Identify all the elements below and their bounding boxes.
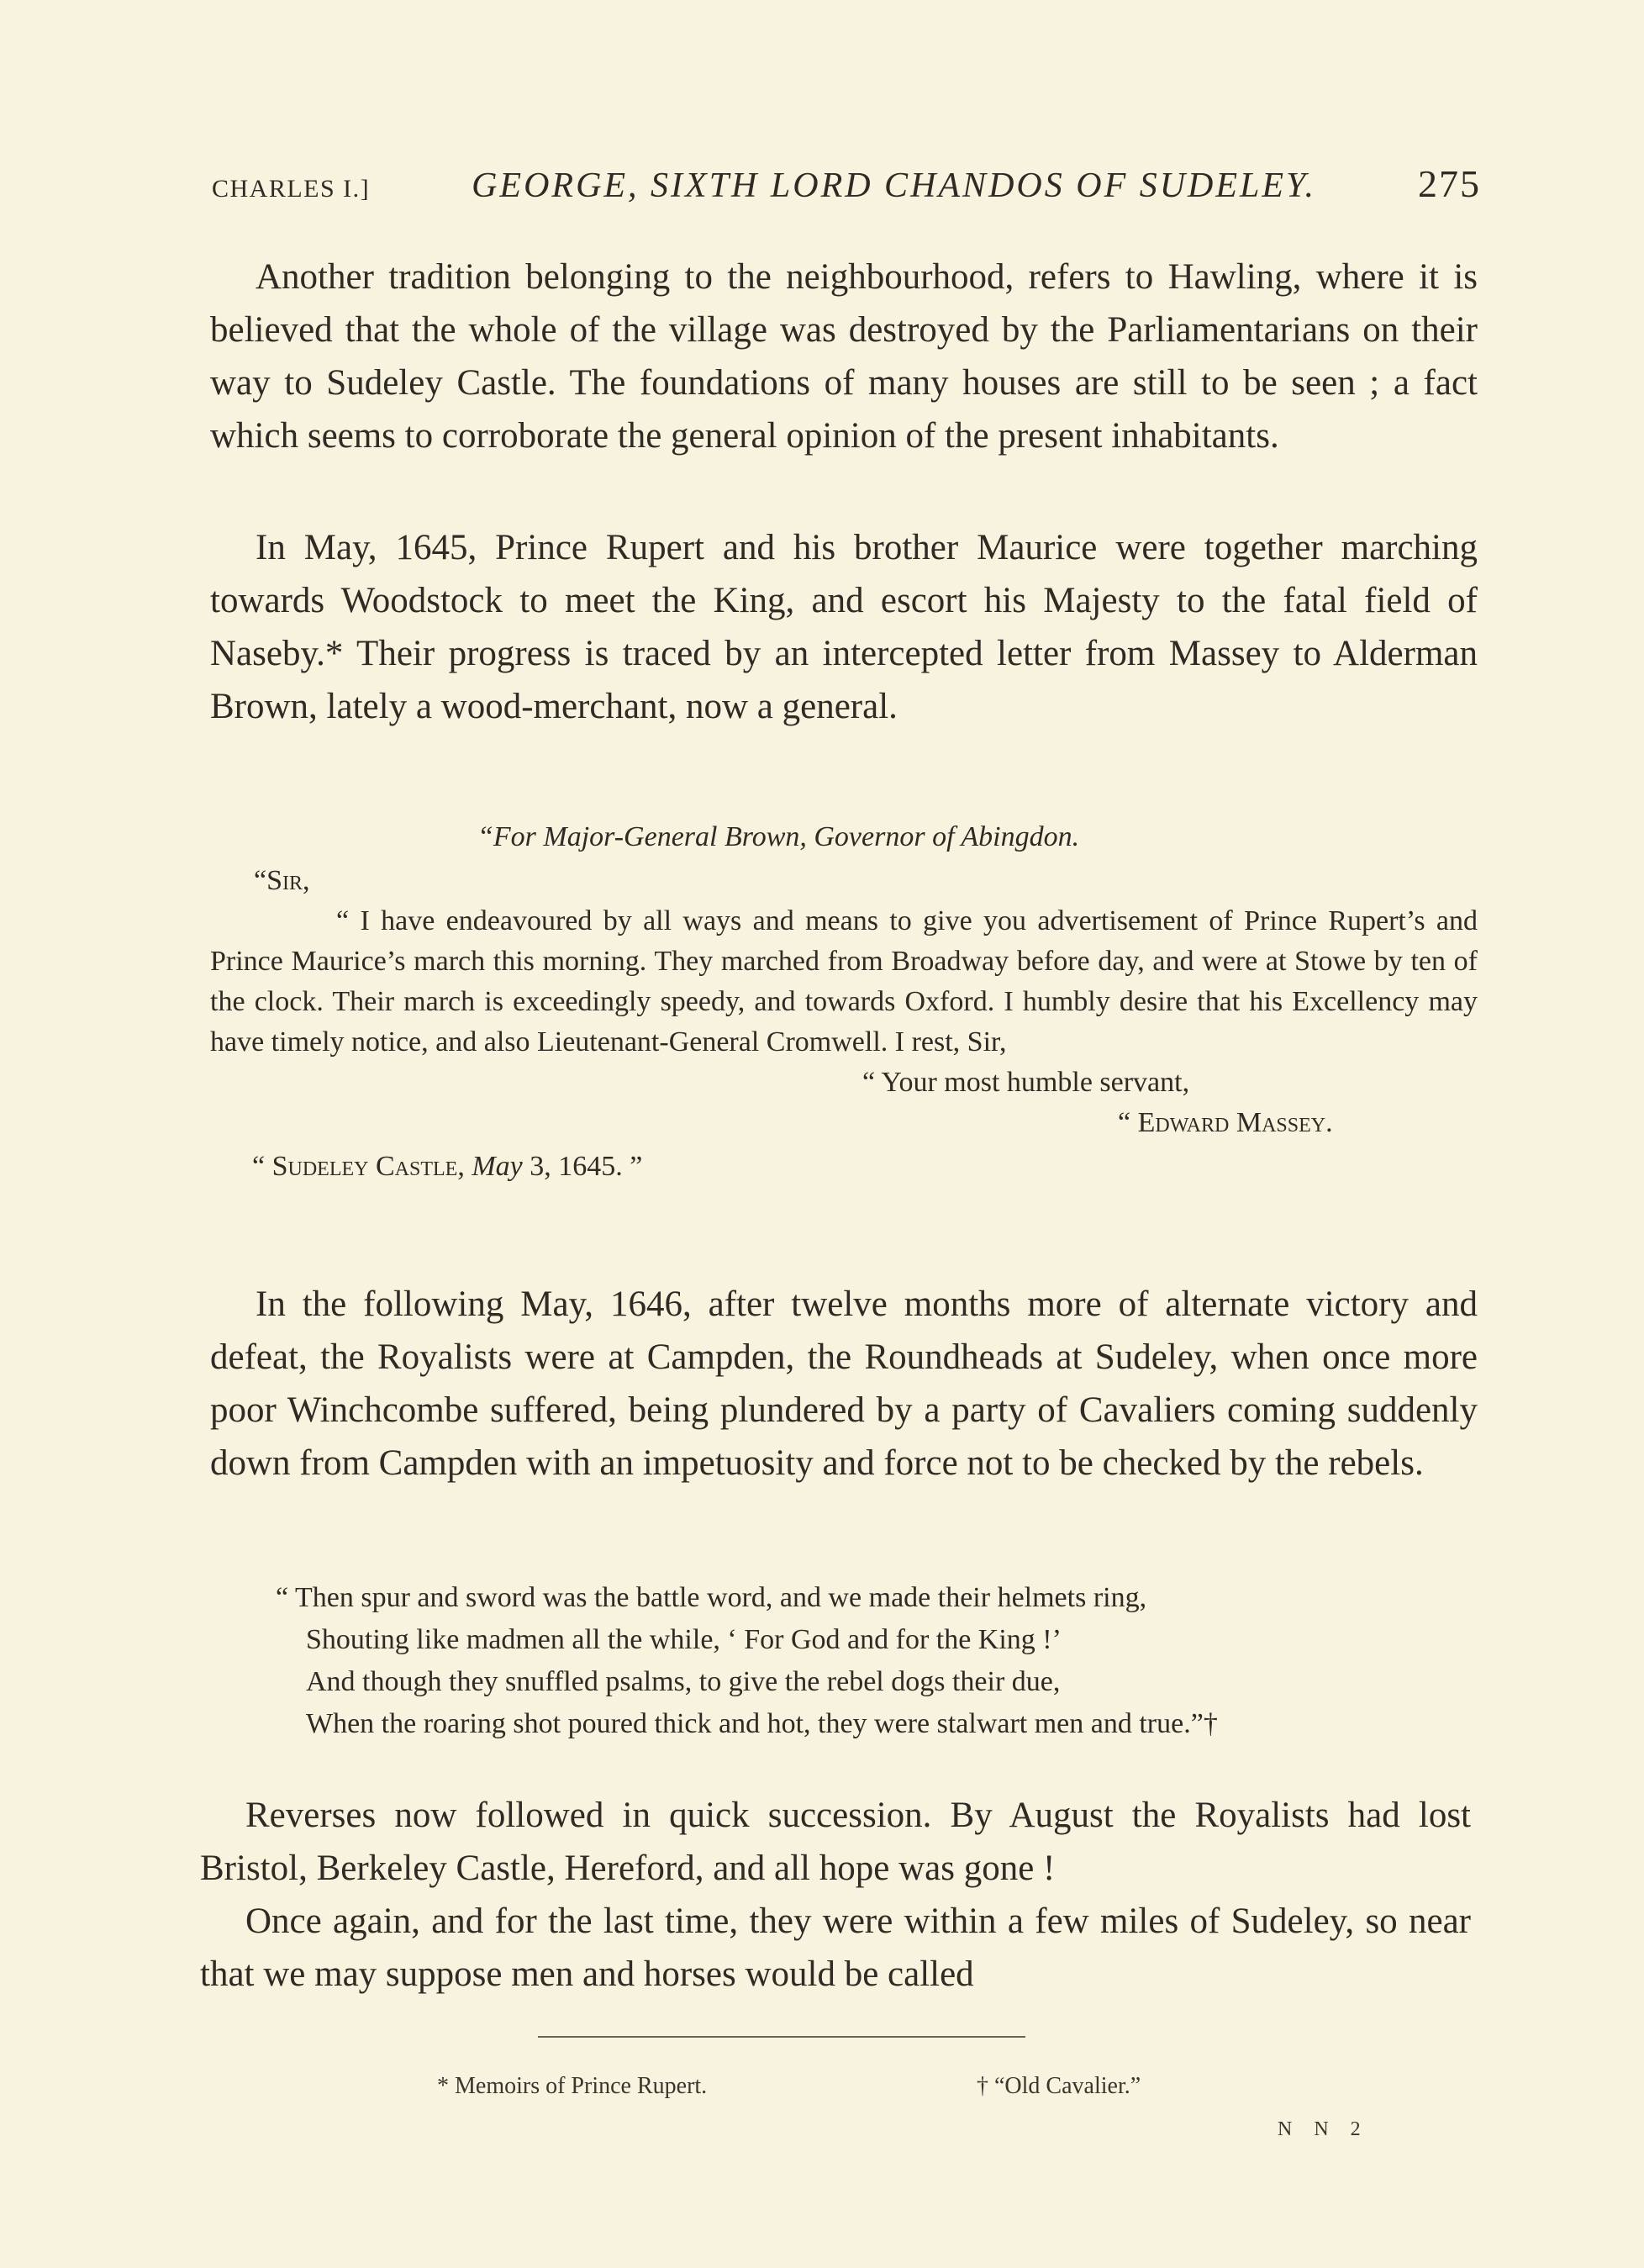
paragraph-reverses [200,1789,1471,2001]
paragraph-text: Reverses now followed in quick succession. By August the Royalists had lost Bristol, Berkeley Castle, Hereford, and all hope was gone ! [200,1796,1471,1888]
verse-line: Shouting like madmen all the while, ‘ For God and for the King !’ [306,1624,1062,1655]
running-head-left: CHARLES I.] [212,175,371,203]
footnote-divider [538,2036,1025,2038]
letter-dateline [252,1147,1478,1187]
verse-line: And though they snuffled psalms, to give the rebel dogs their due, [306,1666,1061,1697]
footnote-old-cavalier: † “Old Cavalier.” [977,2073,1141,2099]
dateline-place: “ Sudeley Castle, [252,1151,472,1182]
dateline-rest: 3, 1645. ” [522,1151,643,1182]
paragraph-text: In the following May, 1646, after twelve months more of alternate victory and defeat, the Royalists were at Campden, the Roundheads at Sudeley, when once more poor Winchcombe suffered, being plundered by a party of Cavaliers coming suddenly down from Campden with an impetuosity and force not to be checked by the rebels. [210,1284,1478,1483]
running-head-title: GEORGE, SIXTH LORD CHANDOS OF SUDELEY. [472,166,1317,205]
running-head [212,161,1481,208]
letter-signature: “ Edward Massey. [1118,1107,1333,1138]
paragraph-hawling [210,251,1478,462]
letter-salutation: “Sir, [254,865,310,896]
paragraph-text: Once again, and for the last time, they were within a few miles of Sudeley, so near that we may suppose men and horses would be called [200,1901,1471,1994]
verse-quotation [276,1577,1469,1745]
verse-line: “ Then spur and sword was the battle word, and we made their helmets ring, [276,1582,1147,1613]
paragraph-winchcombe [210,1278,1478,1490]
letter-heading: “For Major-General Brown, Governor of Abingdon. [477,821,1080,852]
dateline-month: May [472,1151,523,1182]
paragraph-text: In May, 1645, Prince Rupert and his brother Maurice were together marching towards Woodstock to meet the King, and escort his Majesty to the fatal field of Naseby.* Their progress is traced by an intercepted letter from Massey to Alderman Brown, lately a wood-merchant, now a general. [210,528,1478,726]
quoted-letter [210,817,1478,1187]
paragraph-text: Another tradition belonging to the neighbourhood, refers to Hawling, where it is believed that the whole of the village was destroyed by the Parliamentarians on their way to Sudeley Castle. The foundations of many houses are still to be seen ; a fact which seems to corroborate the general opinion of the present inhabitants. [210,257,1478,456]
verse-line: When the roaring shot poured thick and hot, they were stalwart men and true.”† [306,1708,1218,1739]
printer-signature-mark: N N 2 [1278,2118,1369,2140]
footnote-memoirs: * Memoirs of Prince Rupert. [437,2073,708,2099]
paragraph-prince-rupert [210,521,1478,733]
page-number: 275 [1417,162,1481,205]
letter-closing: “ Your most humble servant, [862,1067,1190,1098]
letter-body: “ I have endeavoured by all ways and means to give you advertisement of Prince Rupert’s and Prince Maurice’s march this morning. They marched from Broadway before day, and were at Stowe by ten of the clock. Their march is exceedingly speedy, and towards Oxford. I humbly desire that his Excellency may have timely notice, and also Lieutenant-General Cromwell. I rest, Sir, [210,905,1478,1058]
